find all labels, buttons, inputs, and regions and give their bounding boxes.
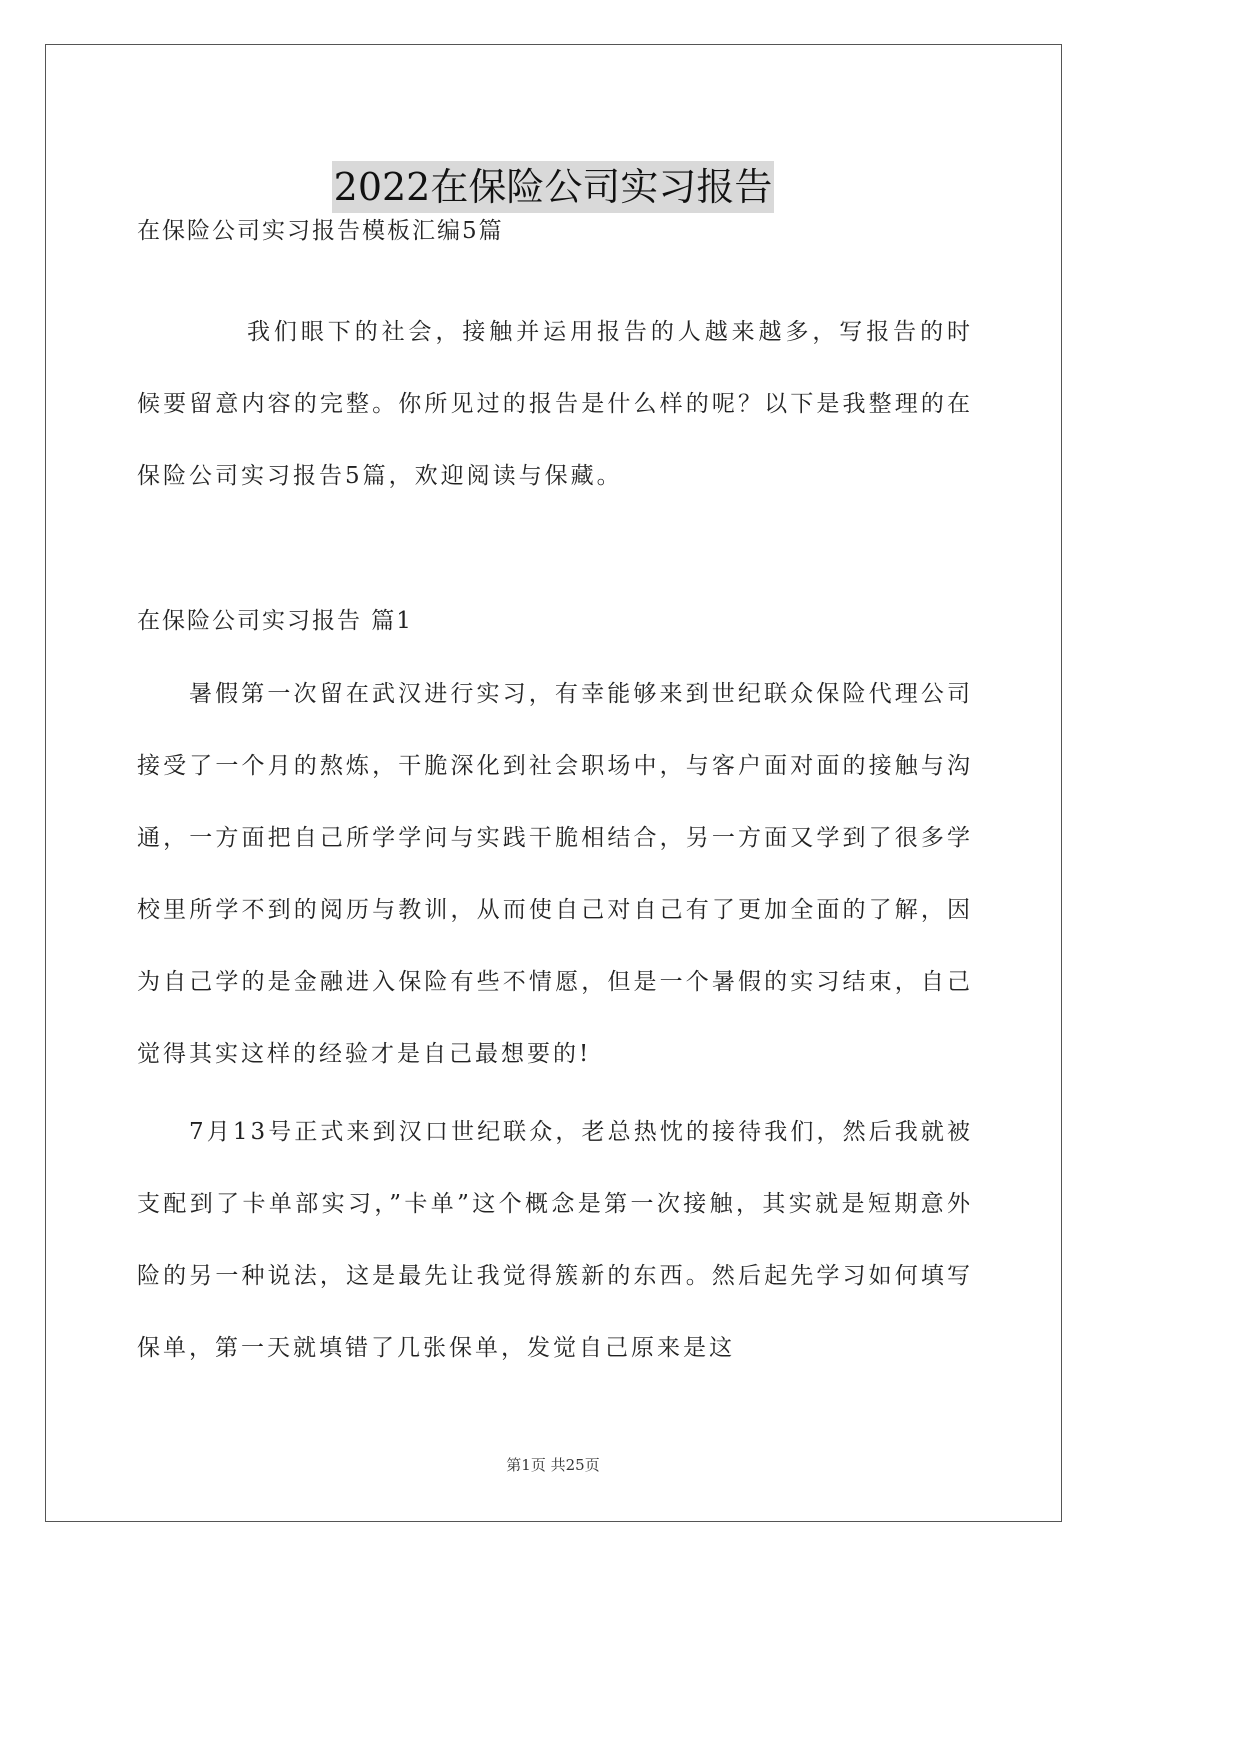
page-footer: 第1页 共25页 <box>506 1456 600 1474</box>
document-title: 2022在保险公司实习报告 <box>332 161 775 213</box>
intro-paragraph: 我们眼下的社会，接触并运用报告的人越来越多，写报告的时候要留意内容的完整。你所见过的报告是什么样的呢？以下是我整理的在保险公司实习报告5篇，欢迎阅读与保藏。 <box>137 319 973 489</box>
body-paragraph-1: 暑假第一次留在武汉进行实习，有幸能够来到世纪联众保险代理公司接受了一个月的熬炼，干脆深化到社会职场中，与客户面对面的接触与沟通，一方面把自己所学学问与实践干脆相结合，另一方面又学到了很多学校里所学不到的阅历与教训，从而使自己对自己有了更加全面的了解，因为自己学的是金融进入保险有些不情愿，但是一个暑假的实习结束，自己觉得其实这样的经验才是自己最想要的! <box>137 681 973 1067</box>
body-paragraph-2: 7月13号正式来到汉口世纪联众，老总热忱的接待我们，然后我就被支配到了卡单部实习，”卡单”这个概念是第一次接触，其实就是短期意外险的另一种说法，这是最先让我觉得簇新的东西。然后起先学习如何填写保单，第一天就填错了几张保单，发觉自己原来是这 <box>137 1119 973 1361</box>
document-subtitle: 在保险公司实习报告模板汇编5篇 <box>137 218 504 244</box>
section-heading: 在保险公司实习报告 篇1 <box>137 608 413 634</box>
